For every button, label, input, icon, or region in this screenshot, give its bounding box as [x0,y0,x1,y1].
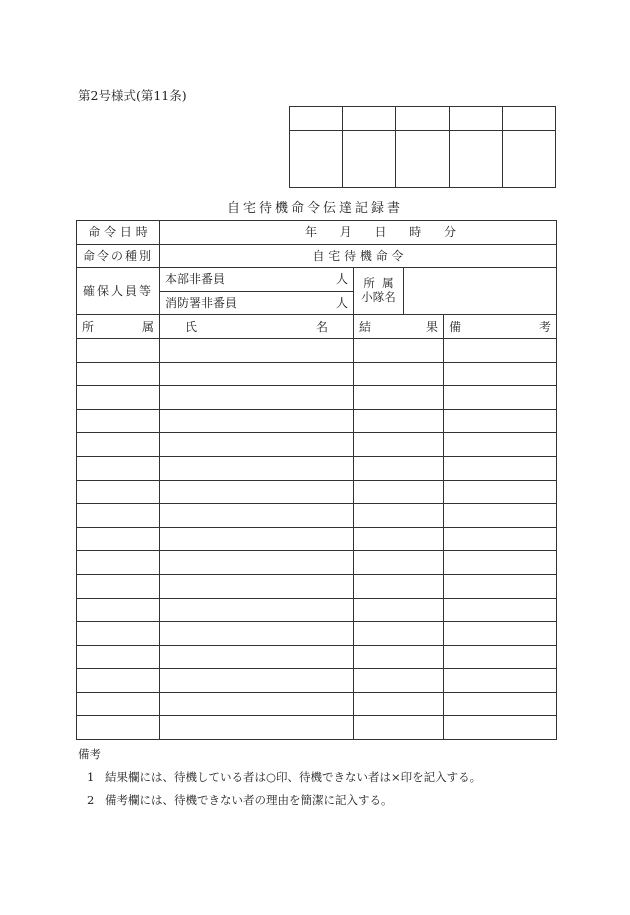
hq-staff-field[interactable] [160,268,354,292]
result-cell[interactable] [354,622,444,646]
table-row [77,504,557,528]
month-unit: 月 [339,225,352,240]
affiliation-cell[interactable] [77,716,160,740]
remarks-cell[interactable] [444,527,557,551]
remarks-cell[interactable] [444,338,557,362]
remarks-cell[interactable] [444,574,557,598]
table-row [77,716,557,740]
table-row [77,622,557,646]
name-cell[interactable] [160,504,354,528]
table-row [77,692,557,716]
affiliation-cell[interactable] [77,338,160,362]
remarks-cell[interactable] [444,716,557,740]
affiliation-cell[interactable] [77,527,160,551]
table-row [77,362,557,386]
name-cell[interactable] [160,598,354,622]
stamp-header-cell [502,107,555,131]
form-number: 第2号様式(第11条) [78,88,187,103]
result-cell[interactable] [354,504,444,528]
name-cell[interactable] [160,692,354,716]
name-cell[interactable] [160,716,354,740]
hq-staff-unit: 人 [335,272,348,287]
table-row [77,480,557,504]
result-cell[interactable] [354,669,444,693]
affiliation-cell[interactable] [77,456,160,480]
notes-title: 備考 [78,747,101,761]
result-cell[interactable] [354,456,444,480]
note-item: 1 結果欄には、待機している者は○印、待機できない者は×印を記入する。 [87,770,482,784]
affiliation-platoon-label [354,268,404,315]
table-row [77,574,557,598]
name-cell[interactable] [160,574,354,598]
remarks-column-header: 備 考 [444,315,557,339]
name-cell[interactable] [160,551,354,575]
affiliation-cell[interactable] [77,409,160,433]
minute-unit: 分 [444,225,457,240]
stamp-cell[interactable] [290,131,343,188]
affiliation-cell[interactable] [77,504,160,528]
affiliation-cell[interactable] [77,433,160,457]
affiliation-platoon-field[interactable] [404,268,557,315]
result-cell[interactable] [354,527,444,551]
result-cell[interactable] [354,692,444,716]
result-cell[interactable] [354,598,444,622]
station-staff-unit: 人 [335,296,348,311]
remarks-cell[interactable] [444,669,557,693]
stamp-cell[interactable] [449,131,502,188]
remarks-cell[interactable] [444,598,557,622]
remarks-cell[interactable] [444,622,557,646]
stamp-cell[interactable] [343,131,396,188]
result-cell[interactable] [354,716,444,740]
name-cell[interactable] [160,669,354,693]
station-staff-label: 消防署非番員 [165,296,238,311]
affiliation-label-line1: 所 属 [363,276,394,291]
affiliation-cell[interactable] [77,574,160,598]
stamp-header-cell [449,107,502,131]
station-staff-field[interactable] [160,291,354,315]
name-cell[interactable] [160,527,354,551]
result-cell[interactable] [354,574,444,598]
table-row [77,527,557,551]
remarks-cell[interactable] [444,551,557,575]
table-row [77,456,557,480]
order-type-value: 自 宅 待 機 命 令 [160,244,557,268]
result-cell[interactable] [354,409,444,433]
note-item: 2 備考欄には、待機できない者の理由を簡潔に記入する。 [87,793,393,807]
table-row [77,645,557,669]
result-cell[interactable] [354,362,444,386]
secured-staff-label: 確保人員等 [77,268,160,315]
affiliation-cell[interactable] [77,362,160,386]
result-cell[interactable] [354,645,444,669]
affiliation-cell[interactable] [77,669,160,693]
result-cell[interactable] [354,551,444,575]
name-cell[interactable] [160,409,354,433]
name-column-header: 氏 名 [160,315,354,339]
table-row [77,386,557,410]
name-cell[interactable] [160,645,354,669]
stamp-header-cell [396,107,449,131]
affiliation-cell[interactable] [77,480,160,504]
hour-unit: 時 [409,225,422,240]
table-row [77,338,557,362]
order-datetime-label: 命 令 日 時 [77,221,160,245]
record-table [76,220,557,740]
table-row [77,433,557,457]
affiliation-cell[interactable] [77,622,160,646]
name-cell[interactable] [160,622,354,646]
remarks-cell[interactable] [444,480,557,504]
result-column-header: 結 果 [354,315,444,339]
remarks-cell[interactable] [444,645,557,669]
remarks-cell[interactable] [444,433,557,457]
approval-stamp-table [289,106,556,188]
name-cell[interactable] [160,433,354,457]
remarks-cell[interactable] [444,409,557,433]
stamp-cell[interactable] [502,131,555,188]
affiliation-column-header: 所 属 [77,315,160,339]
remarks-cell[interactable] [444,386,557,410]
year-unit: 年 [305,225,318,240]
column-header-row [77,315,557,339]
affiliation-cell[interactable] [77,692,160,716]
affiliation-cell[interactable] [77,645,160,669]
result-cell[interactable] [354,386,444,410]
order-datetime-field[interactable] [160,221,557,245]
remarks-cell[interactable] [444,504,557,528]
result-cell[interactable] [354,338,444,362]
name-cell[interactable] [160,456,354,480]
affiliation-label-line2: 小隊名 [361,290,396,305]
name-cell[interactable] [160,480,354,504]
affiliation-cell[interactable] [77,551,160,575]
remarks-cell[interactable] [444,362,557,386]
affiliation-cell[interactable] [77,598,160,622]
table-row [77,409,557,433]
notes-section [78,746,481,815]
table-row [77,669,557,693]
stamp-header-cell [343,107,396,131]
table-row [77,551,557,575]
affiliation-cell[interactable] [77,386,160,410]
document-title: 自宅待機命令伝達記録書 [226,201,403,216]
result-cell[interactable] [354,433,444,457]
name-cell[interactable] [160,362,354,386]
stamp-cell[interactable] [396,131,449,188]
remarks-cell[interactable] [444,692,557,716]
order-type-label: 命令の種別 [77,244,160,268]
name-cell[interactable] [160,338,354,362]
name-cell[interactable] [160,386,354,410]
hq-staff-label: 本部非番員 [165,272,226,287]
remarks-cell[interactable] [444,456,557,480]
result-cell[interactable] [354,480,444,504]
day-unit: 日 [374,225,387,240]
table-row [77,598,557,622]
stamp-header-cell [290,107,343,131]
